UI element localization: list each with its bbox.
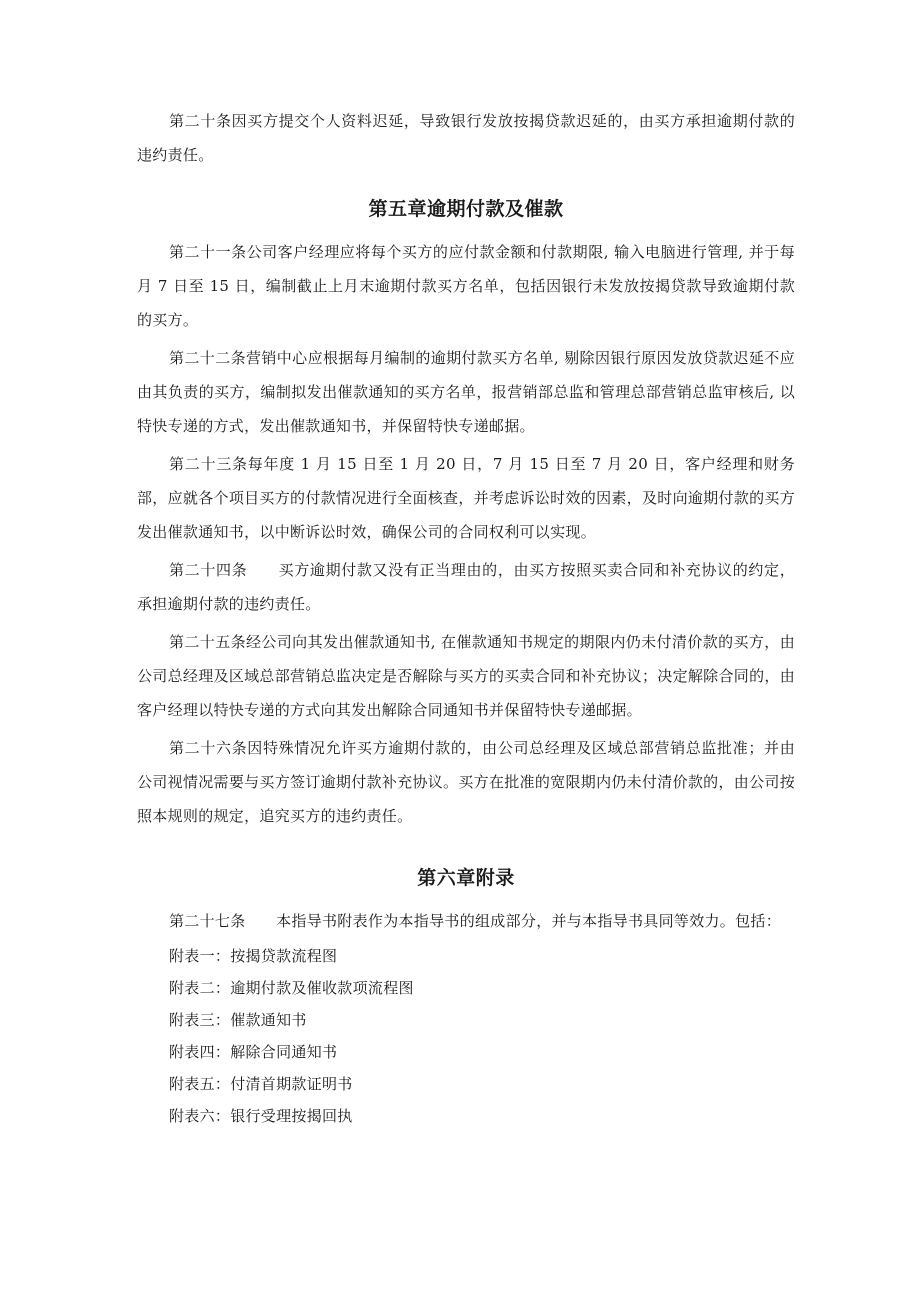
document-body (137, 104, 795, 1132)
appendix-item: 附表四：解除合同通知书 (169, 1043, 338, 1061)
article-20: 第二十条因买方提交个人资料迟延，导致银行发放按揭贷款迟延的，由买方承担逾期付款的违约责任。 (137, 112, 795, 164)
chapter-5-title: 第五章逾期付款及催款 (368, 198, 564, 220)
article-23: 第二十三条每年度 1 月 15 日至 1 月 20 日，7 月 15 日至 7 月 20 日，客户经理和财务部，应就各个项目买方的付款情况进行全面核查，并考虑诉讼时效的因素，及时向逾期付款的买方发出催款通知书，以中断诉讼时效，确保公司的合同权利可以实现。 (137, 455, 795, 541)
article-21: 第二十一条公司客户经理应将每个买方的应付款金额和付款期限, 输入电脑进行管理, 并于每月 7 日至 15 日，编制截止上月末逾期付款买方名单，包括因银行未发放按揭贷款导致逾期付款的买方。 (137, 243, 795, 329)
appendix-item: 附表五：付清首期款证明书 (169, 1075, 353, 1093)
appendix-item: 附表一：按揭贷款流程图 (169, 947, 338, 965)
article-22: 第二十二条营销中心应根据每月编制的逾期付款买方名单, 剔除因银行原因发放贷款迟延不应由其负责的买方，编制拟发出催款通知的买方名单，报营销部总监和管理总部营销总监审核后, 以特快专递的方式，发出催款通知书，并保留特快专递邮据。 (137, 349, 795, 435)
article-26: 第二十六条因特殊情况允许买方逾期付款的，由公司总经理及区域总部营销总监批准；并由公司视情况需要与买方签订逾期付款补充协议。买方在批准的宽限期内仍未付清价款的，由公司按照本规则的规定，追究买方的违约责任。 (137, 739, 795, 825)
appendix-item: 附表三：催款通知书 (169, 1011, 307, 1029)
appendix-item: 附表二：逾期付款及催收款项流程图 (169, 979, 414, 997)
appendix-item: 附表六：银行受理按揭回执 (169, 1107, 353, 1125)
article-24: 第二十四条 买方逾期付款又没有正当理由的，由买方按照买卖合同和补充协议的约定，承担逾期付款的违约责任。 (137, 561, 795, 613)
chapter-6-title: 第六章附录 (417, 867, 515, 889)
article-25: 第二十五条经公司向其发出催款通知书, 在催款通知书规定的期限内仍未付清价款的买方，由公司总经理及区域总部营销总监决定是否解除与买方的买卖合同和补充协议；决定解除合同的，由客户经理以特快专递的方式向其发出解除合同通知书并保留特快专递邮据。 (137, 633, 795, 719)
article-27: 第二十七条 本指导书附表作为本指导书的组成部分，并与本指导书具同等效力。包括： (169, 912, 782, 930)
appendix-list (137, 940, 795, 1132)
